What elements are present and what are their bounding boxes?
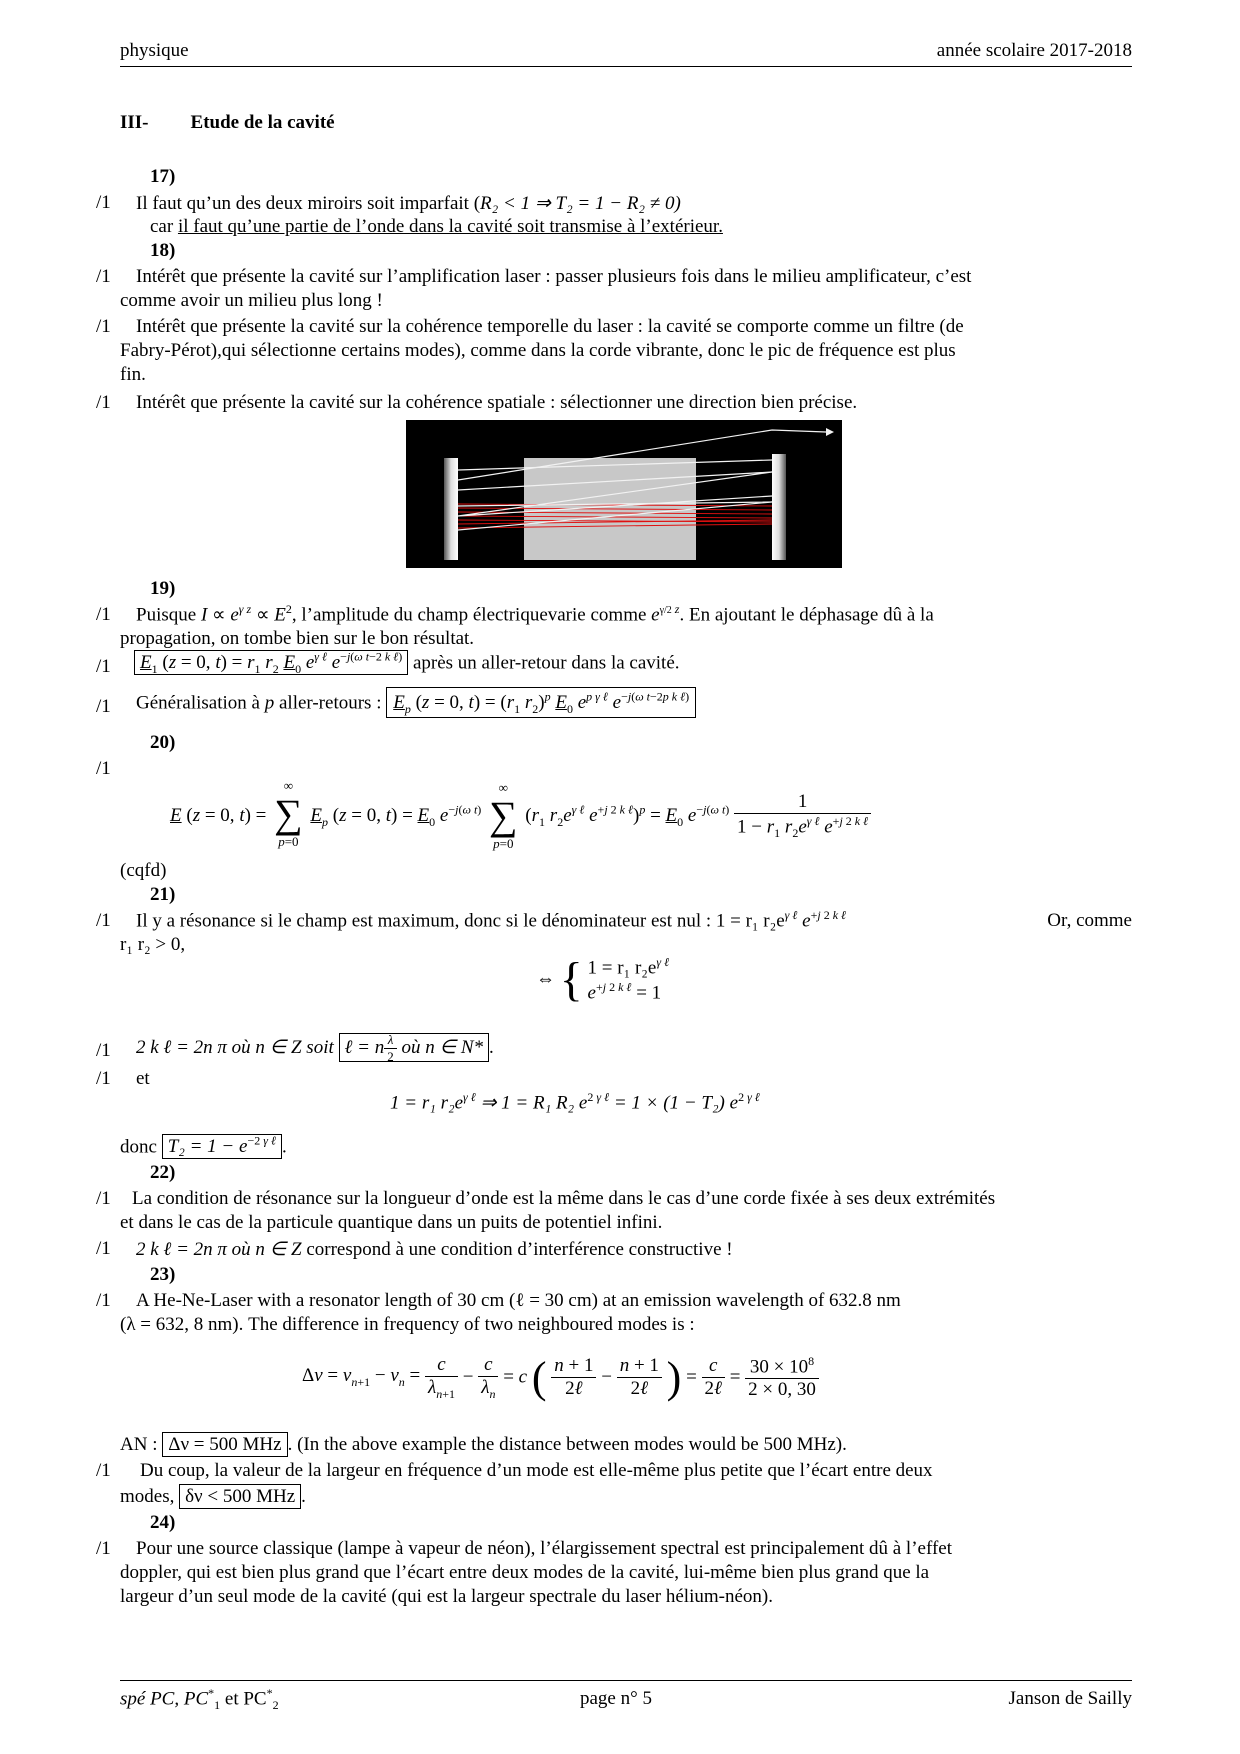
q21-mark1: /1: [96, 910, 111, 931]
q17-underlined: il faut qu’une partie de l’onde dans la cavité soit transmise à l’extérieur.: [177, 216, 723, 237]
sum-symbol-1: ∞ ∑ p=0: [274, 778, 303, 849]
footer-left-sub1: 1: [214, 1698, 221, 1713]
q21-box2-text: T₂ = 1 − e: [167, 1136, 248, 1158]
q17-mark: /1: [96, 192, 111, 213]
q24-mark: /1: [96, 1538, 111, 1559]
sum-symbol-2: ∞ ∑ p=0: [489, 780, 518, 851]
q21-line2: r₁ r₂ > 0,: [120, 934, 186, 955]
header-right: année scolaire 2017-2018: [936, 40, 1132, 61]
q18-number: 18): [150, 240, 176, 261]
footer-left-a: spé PC, PC: [120, 1688, 209, 1710]
q23-line3: Du coup, la valeur de la largeur en fréquence d’un mode est elle-même plus petite que l’écart entre deux: [140, 1460, 933, 1481]
q22-number: 22): [150, 1162, 176, 1183]
footer-right: Janson de Sailly: [1008, 1688, 1132, 1709]
q21-text: Il y a résonance si le champ est maximum, donc si le dénominateur est nul : 1 = r₁ r₂e: [136, 910, 785, 932]
q17-line1: [136, 192, 681, 215]
q22-line1: La condition de résonance sur la longueur d’onde est la même dans le cas d’une corde fixée à ses deux extrémités: [132, 1188, 996, 1209]
q22-mark1: /1: [96, 1188, 111, 1209]
q18-p1-line1: Intérêt que présente la cavité sur l’amplification laser : passer plusieurs fois dans le milieu amplificateur, c’est: [136, 266, 972, 287]
laser-cavity-image: [406, 420, 842, 568]
q21-et: et: [136, 1068, 150, 1089]
q20-mark: /1: [96, 758, 111, 779]
q23-frac-den: 2 × 0, 30: [748, 1379, 816, 1401]
q22-condition: 2 k ℓ = 2n π où n ∈ Z: [136, 1239, 302, 1260]
q19-number: 19): [150, 578, 176, 599]
brace-icon: {: [559, 953, 583, 1006]
q22-text: correspond à une condition d’interférence constructive !: [301, 1239, 733, 1260]
q23-an-after: . (In the above example the distance between modes would be 500 MHz).: [287, 1434, 847, 1455]
q23-mark1: /1: [96, 1290, 111, 1311]
q23-an-label: AN :: [120, 1434, 158, 1455]
q21-donc: donc: [120, 1136, 157, 1158]
q22-line3: [136, 1238, 733, 1261]
q18-mark2: /1: [96, 316, 111, 337]
q20-cqfd: (cqfd): [120, 860, 167, 881]
header-rule: [120, 66, 1132, 67]
q23-an-line: [120, 1434, 847, 1456]
q21-box1-text: ℓ = n: [344, 1036, 385, 1058]
q23-equation: $\Delta\nu = \nu_{n+1} - \nu_n$ = $\frac{c}{\lambda_{n+1}}$ − $\frac{c}{\lambda_n}$ = c ( $\frac{n + 1}{\text{2ℓ}}$ − $\frac{n + 1}{\text{2ℓ}}$ ) = $\frac{c}{\text{2ℓ}}$ = $\frac{30 \times 10^8}{2 \times 0, 30}$: [302, 1352, 819, 1403]
q19-after-box: après un aller-retour dans la cavité.: [412, 652, 680, 674]
q19-line2: propagation, on tombe bien sur le bon résultat.: [120, 628, 475, 649]
left-mirror: [444, 458, 458, 560]
q21-eq1: 1 = r₁ r₂e: [390, 1092, 464, 1114]
footer-left-mid: et PC: [220, 1688, 267, 1710]
footer-page: page n° 5: [580, 1688, 652, 1709]
q19-text-b: , l’amplitude du champ électriquevarie comme: [291, 604, 652, 626]
q21-box1: ℓ = n $\frac{\lambda}{2}$ où n ∈ N*: [339, 1033, 489, 1062]
q23-mark2: /1: [96, 1460, 111, 1481]
q17-car: car: [150, 216, 178, 237]
q24-line1: Pour une source classique (lampe à vapeur de néon), l’élargissement spectral est principalement dû à l’effet: [136, 1538, 952, 1559]
q21-number: 21): [150, 884, 176, 905]
q18-p2-line2: Fabry-Pérot),qui sélectionne certains modes), comme dans la corde vibrante, donc le pic de fréquence est plus: [120, 340, 956, 361]
q19-p: p: [264, 692, 275, 714]
q24-number: 24): [150, 1512, 176, 1533]
q19-mark2: /1: [96, 656, 111, 677]
q19-box1: $E_1$ (z = 0, $t) = r_1$ $r_2$ $E_0$ $e^{\gamma \ell}$ $e^{-j(\omega t-2 k \ell)}$: [134, 650, 408, 675]
q23-an-fraction: [745, 1354, 819, 1401]
q19-mark1: /1: [96, 604, 111, 625]
section-number: III-: [120, 112, 149, 133]
q23-line1: A He-Ne-Laser with a resonator length of 30 cm (ℓ = 30 cm) at an emission wavelength of 632.8 nm: [136, 1290, 901, 1311]
q18-mark3: /1: [96, 392, 111, 413]
q23-box: δν < 500 MHz: [179, 1484, 301, 1509]
section-title: [120, 112, 335, 134]
q21-mark3: /1: [96, 1068, 111, 1089]
q22-line2: et dans le cas de la particule quantique dans un puits de potentiel infini.: [120, 1212, 663, 1233]
q19-box2: $E_p$ (z = 0, $t) = (r_1$ $r_2)^p$ $E_0$ $e^{p \gamma \ell}$ $e^{-j(\omega t-2p k \ell)}$: [386, 687, 696, 718]
q21-line1: Il y a résonance si le champ est maximum, donc si le dénominateur est nul : 1 = r₁ $r_2e^{\gamma \ell}$ $e^{+j 2 k \ell}$: [136, 908, 847, 932]
q18-p2-line1: Intérêt que présente la cavité sur la cohérence temporelle du laser : la cavité se comporte comme un filtre (de: [136, 316, 964, 337]
q17-number: 17): [150, 166, 176, 187]
q21-eq3: = 1 × (1 − T₂) e: [613, 1092, 739, 1114]
q17-math: R₂ < 1 ⇒ T₂ = 1 − R₂ ≠ 0): [480, 193, 681, 214]
q21-eq2: ⇒ 1 = R₁ R₂ e: [480, 1092, 588, 1114]
q19-aller-retours: aller-retours :: [274, 692, 382, 714]
q18-p2-line3: fin.: [120, 364, 146, 385]
footer-left: spé PC, $PC^*_1$ et $PC^*_2$: [120, 1686, 279, 1713]
q19-mark3: /1: [96, 696, 111, 717]
q21-mark2: /1: [96, 1040, 111, 1061]
section-name: Etude de la cavité: [190, 112, 335, 133]
q23-modes: modes,: [120, 1486, 175, 1507]
q19-line1: Puisque $I \propto e^{\gamma z} \propto E^2$, l’amplitude du champ électriquevarie comme $e^{\gamma/2 z}$. En ajoutant le déphasage dû à la: [136, 602, 934, 626]
q20-equation: E (z = 0, t) = ∞ ∑ p=0 $E_p$ (z = 0, $t) = E_0$ $e^{-j(\omega t)}$ ∞ ∑ p=0 ($r_1$ $r_2e^{\gamma \ell}$ $e^{+j 2 k \ell})^p = E_0$ $e^{-j(\omega t)}$ $\frac{1}{1 - r_1 r_2e^{\gamma \ell} e^{+j 2 k \ell}}$: [170, 780, 871, 852]
q21-box1-text2: où n ∈ N*: [401, 1036, 483, 1058]
q23-number: 23): [150, 1264, 176, 1285]
q18-mark1: /1: [96, 266, 111, 287]
q21-equation: 1 = r₁ $r_2e^{\gamma \ell}$ ⇒ 1 = R₁ R₂ $e^{2 \gamma \ell} = 1 \times (1 - T_2)$ $e^{2 \gamma \ell}$: [390, 1090, 760, 1114]
q23-frac-exp: 8: [808, 1353, 815, 1368]
q19-text-a: Puisque: [136, 604, 201, 626]
q21-donc-line: donc $T_2 = 1 - e^{-2 \gamma \ell}$ .: [120, 1134, 287, 1158]
q19-line3: [134, 650, 680, 677]
q21-sys2: = 1: [636, 981, 662, 1003]
header-left: physique: [120, 40, 189, 61]
q20-fraction: $\frac{1}{1 - r_1 r_2e^{\gamma \ell} e^{+j 2 k \ell}}$: [734, 791, 871, 841]
q24-line3: largeur d’un seul mode de la cavité (qui est la largeur spectrale du laser hélium-néon).: [120, 1586, 773, 1607]
q21-sys1: 1 = r₁ r₂e: [587, 957, 657, 979]
footer-left-sub2: 2: [272, 1698, 279, 1713]
right-mirror: [772, 454, 786, 560]
q23-an-box: Δν = 500 MHz: [162, 1432, 287, 1457]
q21-line3: 2 k ℓ = 2n π où n ∈ Z soit ℓ = n $\frac{\lambda}{2}$ où n ∈ N* .: [136, 1032, 494, 1064]
q23-line2: (λ = 632, 8 nm). The difference in frequency of two neighboured modes is :: [120, 1314, 695, 1335]
q17-text: Il faut qu’un des deux miroirs soit imparfait (: [136, 193, 481, 214]
q22-mark2: /1: [96, 1238, 111, 1259]
q21-box2: $T_2 = 1 - e^{-2 \gamma \ell}$: [162, 1134, 282, 1159]
q20-number: 20): [150, 732, 176, 753]
q23-line4: modes, δν < 500 MHz .: [120, 1486, 306, 1507]
q17-line2: [150, 216, 723, 238]
q23-frac-num: 30 × 10: [749, 1356, 809, 1378]
q19-line4: [136, 690, 696, 717]
q21-system: ⇔ { 1 = r₁ $r_2e^{\gamma \ell}$ $e^{+j 2 k \ell} = 1$: [536, 953, 670, 1006]
q19-generalisation: Généralisation à: [136, 692, 265, 714]
footer-rule: [120, 1680, 1132, 1681]
q19-text-c: . En ajoutant le déphasage dû à la: [679, 604, 934, 626]
q21-condition: 2 k ℓ = 2n π où n ∈ Z soit: [136, 1036, 334, 1058]
q18-p1-line2: comme avoir un milieu plus long !: [120, 290, 383, 311]
q24-line2: doppler, qui est bien plus grand que l’écart entre deux modes de la cavité, lui-même bien plus grand que la: [120, 1562, 930, 1583]
q21-or: Or, comme: [1047, 910, 1132, 931]
q18-p3: Intérêt que présente la cavité sur la cohérence spatiale : sélectionner une direction bien précise.: [136, 392, 858, 413]
